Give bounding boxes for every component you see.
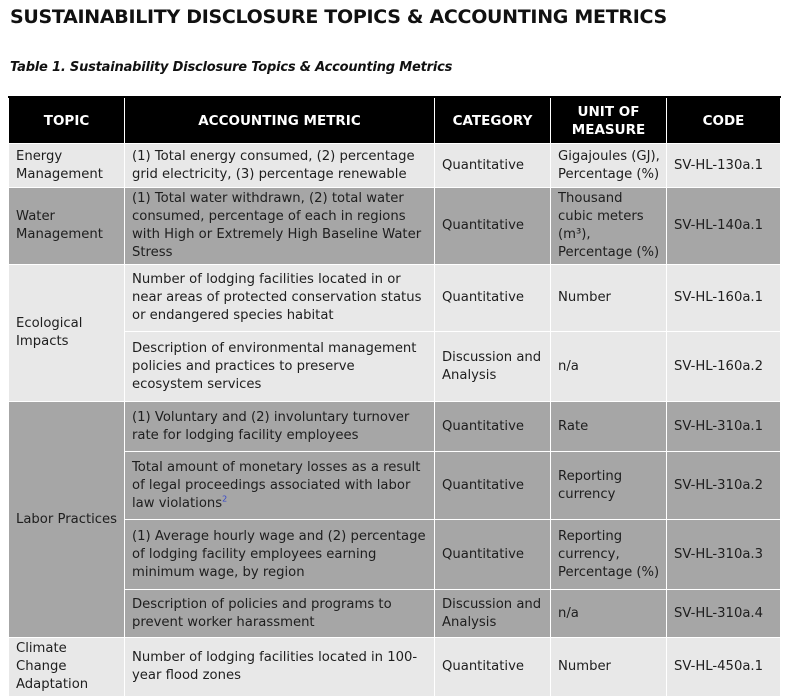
table-row: [9, 590, 781, 638]
category-cell: Quantitative: [435, 402, 551, 452]
header-category: CATEGORY: [435, 97, 551, 144]
category-cell: Discussion and Analysis: [435, 590, 551, 638]
metric-cell: Number of lodging facilities located in or near areas of protected conservation status or endangered species habitat: [125, 265, 435, 332]
unit-cell: Reporting currency, Percentage (%): [551, 520, 667, 590]
table-row: [9, 265, 781, 332]
topic-cell: Climate Change Adaptation: [9, 638, 125, 697]
code-cell: SV-HL-140a.1: [667, 188, 781, 265]
metric-cell: Description of environmental management policies and practices to preserve ecosystem services: [125, 332, 435, 402]
unit-cell: Thousand cubic meters (m³), Percentage (%): [551, 188, 667, 265]
table-row: [9, 638, 781, 697]
metric-cell: Description of policies and programs to prevent worker harassment: [125, 590, 435, 638]
table-header-row: [9, 97, 781, 144]
code-cell: SV-HL-160a.1: [667, 265, 781, 332]
metric-cell: [125, 452, 435, 520]
metric-cell: (1) Voluntary and (2) involuntary turnover rate for lodging facility employees: [125, 402, 435, 452]
category-cell: Quantitative: [435, 265, 551, 332]
unit-cell: Number: [551, 638, 667, 697]
code-cell: SV-HL-450a.1: [667, 638, 781, 697]
header-unit-line2: MEASURE: [571, 121, 646, 138]
header-unit-line1: UNIT OF: [577, 103, 640, 120]
header-topic: TOPIC: [9, 97, 125, 144]
table-row: [9, 188, 781, 265]
footnote-link[interactable]: 2: [222, 494, 228, 504]
header-unit-of-measure: [551, 97, 667, 144]
topic-cell: Labor Practices: [9, 402, 125, 638]
category-cell: Quantitative: [435, 144, 551, 188]
unit-cell: Gigajoules (GJ), Percentage (%): [551, 144, 667, 188]
category-cell: Quantitative: [435, 188, 551, 265]
category-cell: Quantitative: [435, 638, 551, 697]
header-accounting-metric: ACCOUNTING METRIC: [125, 97, 435, 144]
metric-cell: (1) Average hourly wage and (2) percentage of lodging facility employees earning minimum wage, by region: [125, 520, 435, 590]
metric-text: Total amount of monetary losses as a result of legal proceedings associated with labor law violations: [132, 459, 421, 511]
table-row: [9, 452, 781, 520]
code-cell: SV-HL-310a.1: [667, 402, 781, 452]
table-row: [9, 332, 781, 402]
code-cell: SV-HL-310a.4: [667, 590, 781, 638]
code-cell: SV-HL-160a.2: [667, 332, 781, 402]
topic-cell: Ecological Impacts: [9, 265, 125, 402]
table-row: [9, 402, 781, 452]
metric-cell: Number of lodging facilities located in 100-year flood zones: [125, 638, 435, 697]
unit-cell: Reporting currency: [551, 452, 667, 520]
table-row: [9, 144, 781, 188]
category-cell: Quantitative: [435, 452, 551, 520]
metrics-table: [8, 96, 781, 697]
metric-cell: (1) Total energy consumed, (2) percentage grid electricity, (3) percentage renewable: [125, 144, 435, 188]
table-caption: Table 1. Sustainability Disclosure Topics & Accounting Metrics: [10, 60, 453, 75]
unit-cell: Rate: [551, 402, 667, 452]
category-cell: Discussion and Analysis: [435, 332, 551, 402]
unit-cell: n/a: [551, 332, 667, 402]
table-row: [9, 520, 781, 590]
topic-cell: Energy Management: [9, 144, 125, 188]
code-cell: SV-HL-310a.3: [667, 520, 781, 590]
page-title: SUSTAINABILITY DISCLOSURE TOPICS & ACCOUNTING METRICS: [10, 6, 667, 28]
unit-cell: n/a: [551, 590, 667, 638]
code-cell: SV-HL-130a.1: [667, 144, 781, 188]
code-cell: SV-HL-310a.2: [667, 452, 781, 520]
topic-cell: Water Management: [9, 188, 125, 265]
unit-cell: Number: [551, 265, 667, 332]
category-cell: Quantitative: [435, 520, 551, 590]
header-code: CODE: [667, 97, 781, 144]
metric-cell: (1) Total water withdrawn, (2) total water consumed, percentage of each in regions with High or Extremely High Baseline Water Stress: [125, 188, 435, 265]
